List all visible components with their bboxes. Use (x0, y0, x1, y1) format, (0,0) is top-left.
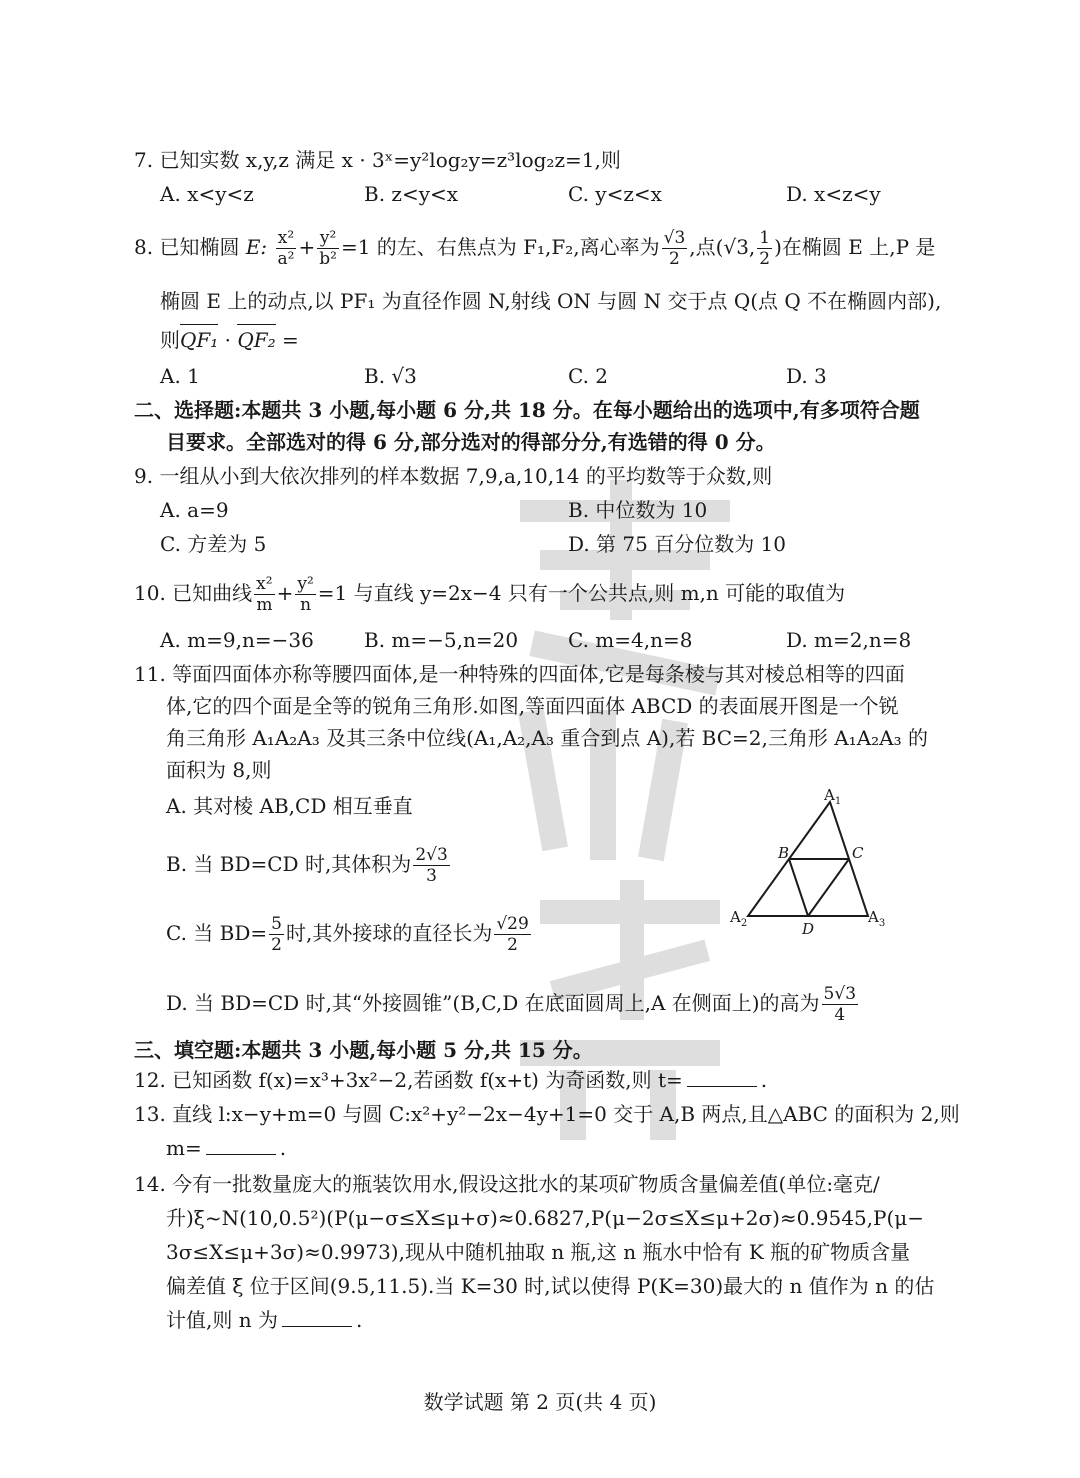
q8-point-text: ,点(√3, (689, 235, 756, 259)
q8-pt-frac (757, 228, 772, 269)
q11-c-text: C. 当 BD= (166, 921, 268, 945)
q8-ellipse-var: E: (245, 235, 268, 259)
q10-plus: + (276, 581, 294, 605)
q8-ecc-num: √3 (663, 228, 686, 248)
q11-c-num1: 5 (271, 914, 282, 934)
q8-option-c: C. 2 (568, 364, 609, 388)
q14-period: . (355, 1308, 363, 1332)
q14-answer-blank[interactable] (282, 1308, 352, 1327)
q11-line1: 11. 等面四面体亦称等腰四面体,是一种特殊的四面体,它是每条棱与其对棱总相等的四面 (134, 662, 905, 686)
q8-vector-qf1: QF₁ (180, 324, 218, 354)
q14-line1: 14. 今有一批数量庞大的瓶装饮用水,假设这批水的某项矿物质含量偏差值(单位:毫克/ (134, 1172, 880, 1196)
q11-c-frac1 (269, 914, 284, 955)
q11-line2: 体,它的四个面是全等的锐角三角形.如图,等面四面体 ABCD 的表面展开图是一个锐 (166, 694, 899, 718)
q8-pt-den: 2 (759, 249, 771, 269)
q8-option-a: A. 1 (160, 364, 200, 388)
q11-c-mid: 时,其外接球的直径长为 (285, 921, 493, 945)
q8-vector-qf2: QF₂ (237, 324, 275, 354)
q10-frac-num-x: x² (256, 574, 273, 594)
q8-frac-y-b (317, 228, 339, 269)
q8-equals: = (275, 328, 299, 352)
q10-frac-y-n (295, 574, 315, 615)
q8-ecc-den: 2 (669, 249, 680, 269)
q8-option-d: D. 3 (786, 364, 827, 388)
q7-stem: 7. 已知实数 x,y,z 满足 x · 3ˣ=y²log₂y=z³log₂z=1,则 (134, 148, 621, 172)
q14-line4: 偏差值 ξ 位于区间(9.5,11.5).当 K=30 时,试以使得 P(K=30)最大的 n 值作为 n 的估 (166, 1274, 935, 1298)
q11-option-d (166, 984, 860, 1025)
q10-post: =1 与直线 y=2x−4 只有一个公共点,则 m,n 可能的取值为 (317, 581, 846, 605)
q13-m-eq: m= (166, 1136, 202, 1160)
q8-ecc-frac (662, 228, 688, 269)
fig-label-a2: $A_2$ (730, 908, 748, 929)
q11-d-frac (822, 984, 858, 1025)
q8-option-b: B. √3 (364, 364, 417, 388)
q7-option-b: B. z<y<x (364, 182, 459, 206)
q8-frac-num-x: x² (276, 228, 297, 249)
q8-frac-num-y: y² (317, 228, 339, 249)
q11-option-b (166, 845, 452, 886)
q9-option-b: B. 中位数为 10 (568, 498, 708, 522)
q10-stem (134, 574, 845, 615)
q8-frac-x-a (276, 228, 297, 269)
page-footer: 数学试题 第 2 页(共 4 页) (423, 1390, 657, 1414)
section2-line2: 目要求。全部选对的得 6 分,部分选对的得部分分,有选错的得 0 分。 (166, 430, 776, 454)
fig-label-d: D (802, 920, 815, 936)
q11-c-den1: 2 (271, 935, 282, 955)
q11-line3: 角三角形 A₁A₂A₃ 及其三条中位线(A₁,A₂,A₃ 重合到点 A),若 BC=2,三角形 A₁A₂A₃ 的 (166, 726, 928, 750)
q10-frac-num-y: y² (297, 574, 314, 594)
q8-line3 (160, 324, 299, 354)
q10-frac-x-m (254, 574, 274, 615)
q8-line2: 椭圆 E 上的动点,以 PF₁ 为直径作圆 N,射线 ON 与圆 N 交于点 Q(点 Q 不在椭圆内部), (160, 289, 942, 313)
q8-mid-text: =1 的左、右焦点为 F₁,F₂,离心率为 (340, 235, 660, 259)
q8-line1: 8. 已知椭圆 E: $\frac{\text{x²}}{\text{a²}}$ + $\frac{\text{y²}}{\text{b²}}$ =1 的左、右焦点为 F₁,F₂,离心率为 $\frac{√3}{2}$ ,点(√3, $\frac{1}{2}$ )在椭圆 E 上,P 是 (134, 228, 936, 269)
q10-prefix: 10. 已知曲线 (134, 581, 253, 605)
q8-ze: 则 (160, 328, 180, 352)
q11-option-c (166, 914, 533, 955)
q9-option-a: A. a=9 (160, 498, 229, 522)
q14-line5 (166, 1306, 362, 1334)
q7-option-d: D. x<z<y (786, 182, 881, 206)
q12-stem (134, 1066, 767, 1094)
q9-option-c: C. 方差为 5 (160, 532, 267, 556)
q14-text: 计值,则 n 为 (166, 1308, 278, 1332)
q8-frac-den-b: b² (319, 249, 337, 269)
q8-pt-num: 1 (759, 228, 771, 248)
q8-frac-den-a: a² (277, 249, 295, 269)
q12-period: . (760, 1068, 768, 1092)
fig-label-b: B (778, 844, 790, 862)
q8-end-text: )在椭圆 E 上,P 是 (774, 235, 936, 259)
q11-b-den: 3 (426, 866, 437, 886)
q13-line2 (166, 1134, 286, 1162)
q9-option-d: D. 第 75 百分位数为 10 (568, 532, 787, 556)
fig-label-a1: $A_1$ (824, 786, 842, 807)
section2-line1: 二、选择题:本题共 3 小题,每小题 6 分,共 18 分。在每小题给出的选项中,有多项符合题 (134, 398, 920, 422)
fig-label-c: C (852, 844, 864, 862)
q11-option-a: A. 其对棱 AB,CD 相互垂直 (166, 794, 413, 818)
q12-text: 12. 已知函数 f(x)=x³+3x²−2,若函数 f(x+t) 为奇函数,则 t= (134, 1068, 683, 1092)
q9-stem: 9. 一组从小到大依次排列的样本数据 7,9,a,10,14 的平均数等于众数,则 (134, 464, 773, 488)
q10-frac-den-n: n (300, 595, 312, 615)
q11-c-frac2 (494, 914, 530, 955)
section3-heading: 三、填空题:本题共 3 小题,每小题 5 分,共 15 分。 (134, 1038, 593, 1062)
q14-line2: 升)ξ~N(10,0.5²)(P(μ−σ≤X≤μ+σ)≈0.6827,P(μ−2σ≤X≤μ+2σ)≈0.9545,P(μ− (166, 1206, 925, 1230)
q11-c-num2: √29 (496, 914, 529, 934)
q11-line4: 面积为 8,则 (166, 758, 272, 782)
q10-frac-den-m: m (256, 595, 273, 615)
q13-period: . (279, 1136, 287, 1160)
q10-option-c: C. m=4,n=8 (568, 628, 693, 652)
q11-b-frac (413, 845, 449, 886)
q10-option-b: B. m=−5,n=20 (364, 628, 519, 652)
q13-answer-blank[interactable] (206, 1136, 276, 1155)
q7-option-a: A. x<y<z (160, 182, 254, 206)
q10-option-a: A. m=9,n=−36 (160, 628, 314, 652)
q14-line3: 3σ≤X≤μ+3σ)≈0.9973),现从中随机抽取 n 瓶,这 n 瓶水中恰有 K 瓶的矿物质含量 (166, 1240, 911, 1264)
q11-b-text: B. 当 BD=CD 时,其体积为 (166, 852, 412, 876)
q13-line1: 13. 直线 l:x−y+m=0 与圆 C:x²+y²−2x−4y+1=0 交于 A,B 两点,且△ABC 的面积为 2,则 (134, 1102, 960, 1126)
q12-answer-blank[interactable] (687, 1068, 757, 1087)
fig-label-a3: $A_3$ (868, 908, 886, 929)
q11-d-den: 4 (834, 1005, 846, 1025)
q10-option-d: D. m=2,n=8 (786, 628, 912, 652)
q11-triangle-figure (728, 784, 898, 936)
q8-prefix: 8. 已知椭圆 (134, 235, 240, 259)
q11-d-num: 5√3 (823, 984, 857, 1004)
q11-b-num: 2√3 (415, 845, 448, 865)
q8-dot: · (218, 328, 238, 352)
q11-c-den2: 2 (507, 935, 518, 955)
q11-d-text: D. 当 BD=CD 时,其“外接圆锥”(B,C,D 在底面圆周上,A 在侧面上)的高为 (166, 991, 820, 1015)
q7-option-c: C. y<z<x (568, 182, 662, 206)
